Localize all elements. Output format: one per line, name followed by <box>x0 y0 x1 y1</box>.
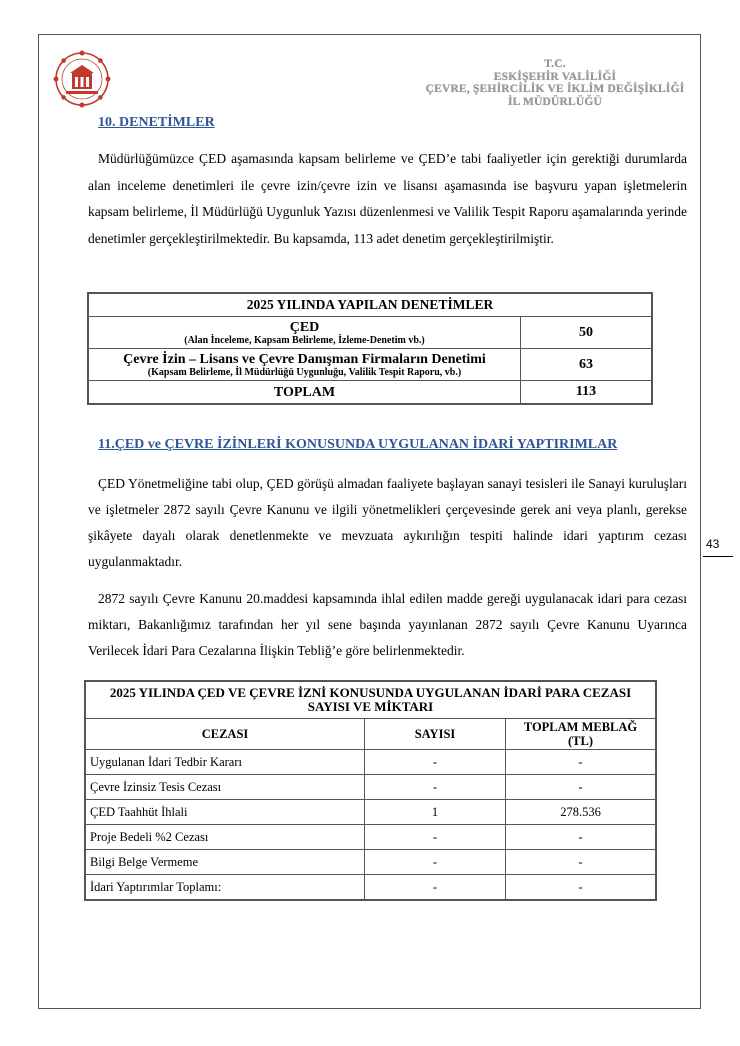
total-value: 113 <box>521 381 653 405</box>
page-number: 43 <box>706 537 720 551</box>
penalty-amount: - <box>506 775 657 800</box>
row-sub-label: (Alan İnceleme, Kapsam Belirleme, İzleme-Denetim vb.) <box>184 334 425 346</box>
section-10-title: 10. DENETİMLER <box>98 115 215 130</box>
table-row <box>85 875 656 901</box>
penalty-amount: - <box>506 875 657 901</box>
table-row <box>85 825 656 850</box>
penalty-name: Çevre İzinsiz Tesis Cezası <box>85 775 365 800</box>
table-row <box>88 349 652 381</box>
table-row <box>85 750 656 775</box>
inspections-table <box>87 292 653 405</box>
row-value: 50 <box>521 317 653 349</box>
header-line-3: ÇEVRE, ŞEHİRCİLİK VE İKLİM DEĞİŞİKLİĞİ <box>425 83 685 95</box>
inspections-table-title: 2025 YILINDA YAPILAN DENETİMLER <box>88 293 652 317</box>
row-value: 63 <box>521 349 653 381</box>
header-line-1: T.C. <box>544 58 566 70</box>
total-label: TOPLAM <box>88 381 521 405</box>
table-row <box>85 800 656 825</box>
header-line-2: ESKİŞEHİR VALİLİĞİ <box>493 70 617 83</box>
penalty-amount: 278.536 <box>506 800 657 825</box>
penalty-name: Uygulanan İdari Tedbir Kararı <box>85 750 365 775</box>
penalty-name: Bilgi Belge Vermeme <box>85 850 365 875</box>
table-row <box>85 775 656 800</box>
penalty-name: İdari Yaptırımlar Toplamı: <box>85 875 365 901</box>
section-11-title: 11.ÇED ve ÇEVRE İZİNLERİ KONUSUNDA UYGULANAN İDARİ YAPTIRIMLAR <box>98 437 618 452</box>
column-header-count: SAYISI <box>365 719 506 750</box>
penalty-count: - <box>365 850 506 875</box>
penalty-name: Proje Bedeli %2 Cezası <box>85 825 365 850</box>
table-row <box>85 850 656 875</box>
row-main-label: ÇED <box>289 319 320 335</box>
header-line-4: İL MÜDÜRLÜĞÜ <box>507 95 603 108</box>
column-header-penalty: CEZASI <box>85 719 365 750</box>
penalty-name: ÇED Taahhüt İhlali <box>85 800 365 825</box>
penalty-amount: - <box>506 850 657 875</box>
table-row <box>88 317 652 349</box>
section-11-paragraph-1: ÇED Yönetmeliğine tabi olup, ÇED görüşü almadan faaliyete başlayan sanayi tesisleri ile Sanayi kuruluşları ve işletmeler 2872 sayılı Çevre Kanunu ve ilgili yönetmelikleri çerçevesinde gerek ani veya planlı, gerekse şikâyete dayalı olarak denetlenmekte ve mevzuata aykırılığın tespiti halinde idari yaptırım cezası uygulanmaktadır. <box>88 476 687 569</box>
penalty-count: 1 <box>365 800 506 825</box>
row-sub-label: (Kapsam Belirleme, İl Müdürlüğü Uygunluğu, Valilik Tespit Raporu, vb.) <box>147 366 462 378</box>
page-number-rule <box>703 556 733 557</box>
table-total-row <box>88 381 652 405</box>
penalty-count: - <box>365 875 506 901</box>
column-header-amount: TOPLAM MEBLAĞ (TL) <box>506 719 657 750</box>
institution-header <box>420 58 690 108</box>
section-11-paragraph-2: 2872 sayılı Çevre Kanunu 20.maddesi kapsamında ihlal edilen madde gereği uygulanacak idari para cezası miktarı, Bakanlığımız tarafından her yıl sene başında yayınlanan 2872 sayılı Çevre Kanunu Uyarınca Verilecek İdari Para Cezalarına İlişkin Tebliğ’e göre belirlenmektedir. <box>88 591 687 658</box>
section-10-paragraph: Müdürlüğümüzce ÇED aşamasında kapsam belirleme ve ÇED’e tabi faaliyetler için gerektiği durumlarda alan inceleme denetimleri ile çevre izin/çevre izin ve lisansı aşamasında ise başvuru yapan işletmelerin kapsam belirleme, İl Müdürlüğü Uygunluk Yazısı düzenlenmesi ve Valilik Tespit Raporu aşamalarında yerinde denetimler gerçekleştirilmektedir. Bu kapsamda, 113 adet denetim gerçekleştirilmiştir. <box>88 151 687 246</box>
ministry-logo <box>52 48 112 110</box>
penalty-amount: - <box>506 750 657 775</box>
penalty-count: - <box>365 775 506 800</box>
row-main-label: Çevre İzin – Lisans ve Çevre Danışman Firmaların Denetimi <box>123 351 486 367</box>
penalty-count: - <box>365 750 506 775</box>
penalties-table-title: 2025 YILINDA ÇED VE ÇEVRE İZNİ KONUSUNDA UYGULANAN İDARİ PARA CEZASI SAYISI VE MİKTARI <box>85 681 656 719</box>
penalty-amount: - <box>506 825 657 850</box>
penalties-table <box>84 680 657 901</box>
penalty-count: - <box>365 825 506 850</box>
